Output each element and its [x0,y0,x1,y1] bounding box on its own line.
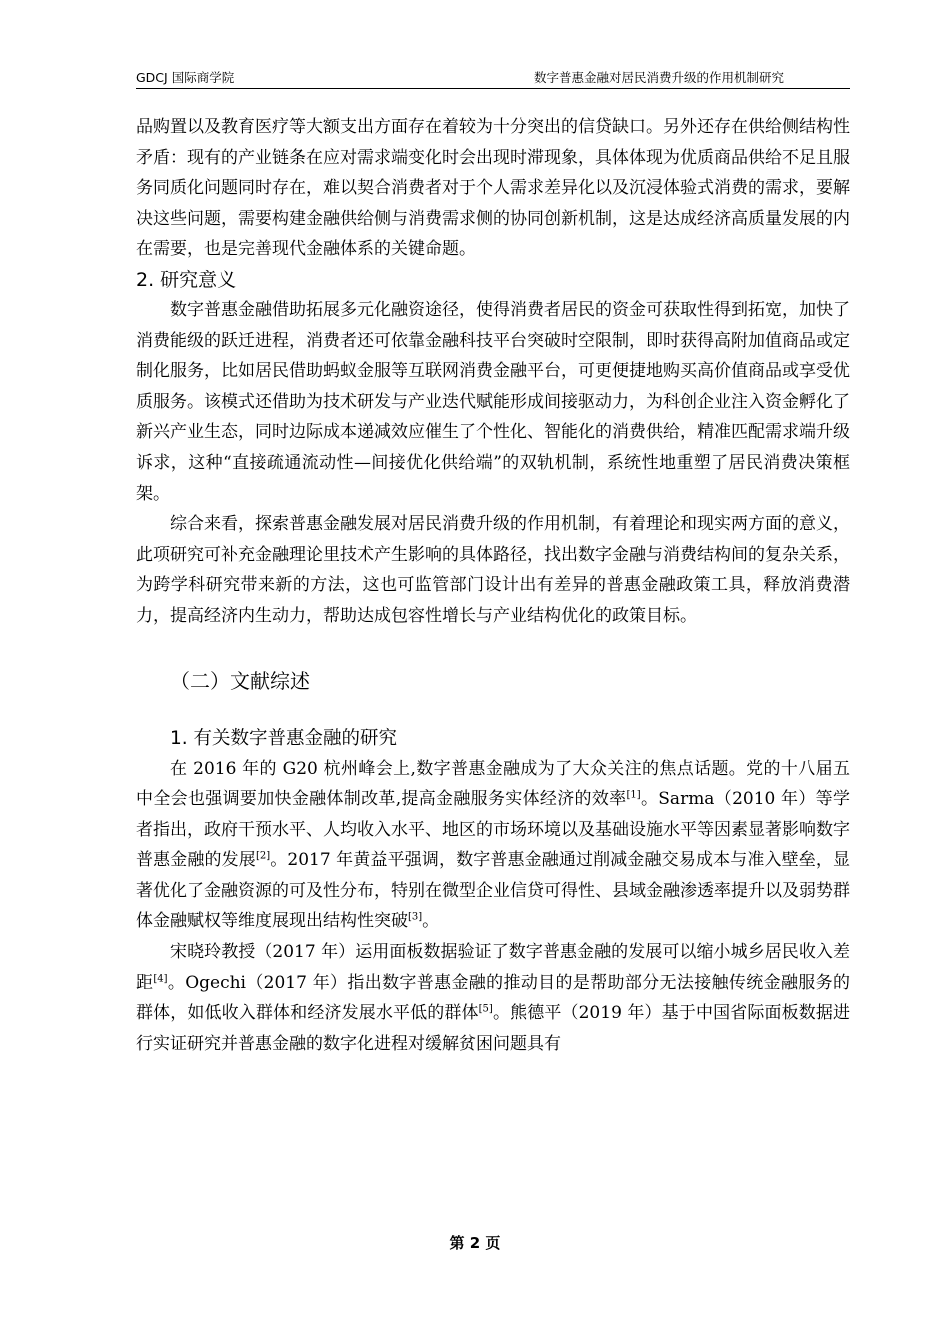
text-run: 。 [422,911,440,932]
text-run: 在 2016 年的 G20 杭州峰会上,数字普惠金融成为了大众关注的焦点话题。党的十八届五中全会也强调要加快金融体制改革,提高金融服务实体经济的效率 [136,758,850,810]
paragraph-significance-2: 综合来看，探索普惠金融发展对居民消费升级的作用机制，有着理论和现实两方面的意义，此项研究可补充金融理论里技术产生影响的具体路径，找出数字金融与消费结构间的复杂关系，为跨学科研究带来新的方法，这也可监管部门设计出有差异的普惠金融政策工具，释放消费潜力，提高经济内生动力，帮助达成包容性增长与产业结构优化的政策目标。 [136,514,850,626]
heading-literature-review: （二）文献综述 [170,668,310,693]
heading-digital-finance-research: 1. 有关数字普惠金融的研究 [170,727,398,749]
header-title: 数字普惠金融对居民消费升级的作用机制研究 [533,70,784,85]
document-body [136,112,850,1059]
heading-significance: 2. 研究意义 [136,268,237,291]
text-run: 。Ogechi（2017 年）指出数字普惠金融的推动目的是帮助部分无法接触传统金融服务的群体，如低收入群体和经济发展水平低的群体 [136,972,850,1024]
paragraph-significance-1: 数字普惠金融借助拓展多元化融资途径，使得消费者居民的资金可获取性得到拓宽，加快了消费能级的跃迁进程，消费者还可依靠金融科技平台突破时空限制，即时获得高附加值商品或定制化服务，比如居民借助蚂蚁金服等互联网消费金融平台，可更便捷地购买高价值商品或享受优质服务。该模式还借助为技术研发与产业迭代赋能形成间接驱动力，为科创企业注入资金孵化了新兴产业生态，同时边际成本递减效应催生了个性化、智能化的消费供给，精准匹配需求端升级诉求，这种“直接疏通流动性—间接优化供给端”的双轨机制，系统性地重塑了居民消费决策框架。 [136,299,850,504]
text-run: 。Sarma（2010 年）等学者指出，政府干预水平、人均收入水平、地区的市场环境以及基础设施水平等因素显著影响数字普惠金融的发展 [136,789,850,871]
text-run: 宋晓玲教授（2017 年）运用面板数据验证了数字普惠金融的发展可以缩小城乡居民收入差距 [136,942,850,993]
spacer [136,696,850,724]
paragraph-literature-1 [136,754,850,938]
paragraph-background: 品购置以及教育医疗等大额支出方面存在着较为十分突出的信贷缺口。另外还存在供给侧结构性矛盾：现有的产业链条在应对需求端变化时会出现时滞现象，具体体现为优质商品供给不足且服务同质化问题同时存在，难以契合消费者对于个人需求差异化以及沉浸体验式消费的需求，要解决这些问题，需要构建金融供给侧与消费需求侧的协同创新机制，这是达成经济高质量发展的内在需要，也是完善现代金融体系的关键命题。 [136,117,850,260]
header-school: GDCJ 国际商学院 [136,70,235,85]
citation-ref: [3] [408,911,423,923]
text-run: 。2017 年黄益平强调，数字普惠金融通过削减金融交易成本与准入壁垒，显著优化了金融资源的可及性分布，特别在微型企业信贷可得性、县域金融渗透率提升以及弱势群体金融赋权等维度展现出结构性突破 [136,850,851,932]
page-header [136,66,850,89]
citation-ref: [1] [626,789,641,801]
citation-ref: [5] [478,1003,493,1015]
text-run: 。熊德平（2019 年）基于中国省际面板数据进行实证研究并普惠金融的数字化进程对缓解贫困问题具有 [136,1003,851,1054]
citation-ref: [2] [255,850,271,862]
paragraph-literature-2 [136,937,850,1059]
page-number: 第 2 页 [449,1234,501,1252]
spacer [136,632,850,666]
citation-ref: [4] [153,973,168,984]
